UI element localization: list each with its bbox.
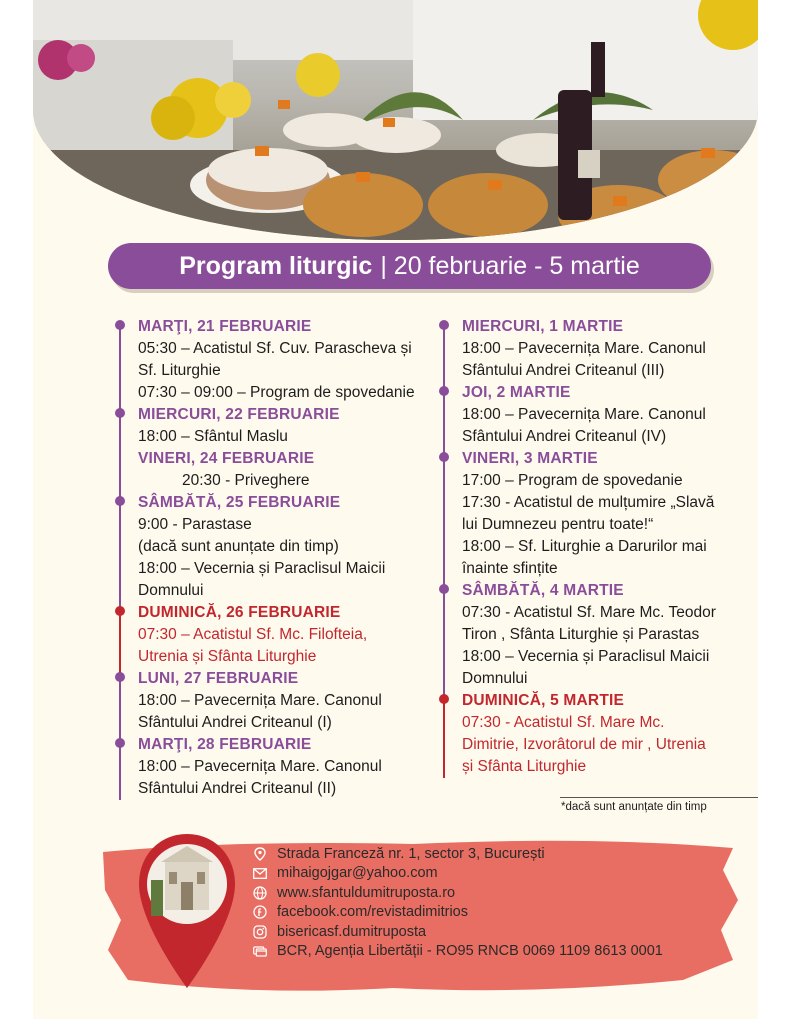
event-line: 9:00 - Parastase: [138, 516, 252, 533]
address-text: Strada Franceză nr. 1, sector 3, București: [277, 845, 545, 862]
event-line: 18:00 – Pavecernița Mare. Canonul: [138, 692, 382, 709]
day-entry: [119, 668, 429, 734]
contact-list: [253, 844, 663, 961]
timeline-dot: [439, 584, 449, 594]
event-line: Sfântului Andrei Criteanul (IV): [462, 428, 667, 445]
event-line: și Sfânta Liturghie: [462, 758, 587, 775]
map-pin-icon: [253, 847, 267, 861]
day-heading: MIERCURI, 22 FEBRUARIE: [138, 406, 340, 423]
timeline-dot: [439, 386, 449, 396]
timeline-dot: [115, 672, 125, 682]
event-line: Domnului: [462, 670, 528, 687]
event-line: (dacă sunt anunțate din timp): [138, 538, 339, 555]
title-bold: Program liturgic: [179, 251, 373, 280]
event-line: 07:30 - Acatistul Sf. Mare Mc. Teodor: [462, 604, 716, 621]
event-line: 20:30 - Priveghere: [182, 472, 310, 489]
event-line: 07:30 - Acatistul Sf. Mare Mc.: [462, 714, 665, 731]
schedule-right-column: [443, 316, 758, 778]
event-line: 18:00 – Pavecernița Mare. Canonul: [462, 340, 706, 357]
event-line: 05:30 – Acatistul Sf. Cuv. Parascheva și: [138, 340, 412, 357]
photo-illustration: [33, 0, 758, 240]
event-line: 07:30 – Acatistul Sf. Mc. Filofteia,: [138, 626, 368, 643]
day-heading: SÂMBĂTĂ, 4 MARTIE: [462, 582, 624, 599]
envelope-icon: [253, 866, 267, 880]
timeline-line: [119, 325, 121, 416]
day-entry: [443, 580, 758, 690]
title-dates: | 20 februarie - 5 martie: [380, 251, 640, 280]
header-photo: [33, 0, 758, 240]
globe-icon: [253, 886, 267, 900]
timeline-line: [119, 743, 121, 800]
event-line: Sf. Liturghie: [138, 362, 221, 379]
timeline-dot: [439, 320, 449, 330]
timeline-line: [119, 501, 121, 614]
bank-text: BCR, Agenția Libertății - RO95 RNCB 0069 1109 8613 0001: [277, 943, 663, 960]
timeline-dot: [115, 738, 125, 748]
event-line: 18:00 – Sfântul Maslu: [138, 428, 288, 445]
timeline-line: [443, 699, 445, 778]
event-line: lui Dumnezeu pentru toate!“: [462, 516, 654, 533]
bank-card-icon: [253, 944, 267, 958]
timeline-dot: [115, 606, 125, 616]
page-title: [108, 243, 711, 289]
schedule-left-column: [119, 316, 429, 800]
instagram-icon: [253, 925, 267, 939]
contact-website[interactable]: [253, 883, 663, 903]
event-line: Domnului: [138, 582, 204, 599]
event-line: Utrenia și Sfânta Liturghie: [138, 648, 317, 665]
timeline-dot: [115, 320, 125, 330]
contact-address: [253, 844, 663, 864]
day-heading: MARŢI, 21 FEBRUARIE: [138, 318, 312, 335]
timeline-dot: [115, 496, 125, 506]
event-line: 18:00 – Vecernia și Paraclisul Maicii: [462, 648, 710, 665]
timeline-line: [443, 457, 445, 592]
day-heading: VINERI, 24 FEBRUARIE: [138, 450, 315, 467]
event-line: Sfântului Andrei Criteanul (III): [462, 362, 665, 379]
timeline-line: [443, 589, 445, 702]
day-entry: [443, 448, 758, 580]
contact-instagram[interactable]: [253, 922, 663, 942]
day-entry: [443, 382, 758, 448]
event-line: Dimitrie, Izvorâtorul de mir , Utrenia: [462, 736, 706, 753]
day-entry: [119, 316, 429, 404]
timeline-dot: [439, 452, 449, 462]
day-entry: [119, 492, 429, 602]
website-text[interactable]: www.sfantuldumitruposta.ro: [277, 884, 456, 901]
day-entry: [119, 448, 429, 492]
footnote: *dacă sunt anunțate din timp: [561, 801, 707, 813]
location-pin-icon: [137, 832, 237, 992]
timeline-dot: [115, 408, 125, 418]
program-page: [33, 0, 758, 1019]
instagram-text[interactable]: bisericasf.dumitruposta: [277, 923, 427, 940]
facebook-text[interactable]: facebook.com/revistadimitrios: [277, 904, 468, 921]
day-heading: VINERI, 3 MARTIE: [462, 450, 598, 467]
contact-bank: [253, 942, 663, 962]
contact-facebook[interactable]: [253, 903, 663, 923]
footnote-divider: [560, 797, 758, 798]
day-entry: [119, 404, 429, 448]
event-line: Tiron , Sfânta Liturghie și Parastas: [462, 626, 700, 643]
event-line: Sfântului Andrei Criteanul (I): [138, 714, 332, 731]
day-heading: MARŢI, 28 FEBRUARIE: [138, 736, 312, 753]
day-entry: [443, 316, 758, 382]
contact-email[interactable]: [253, 864, 663, 884]
event-line: înainte sfințite: [462, 560, 558, 577]
day-heading: JOI, 2 MARTIE: [462, 384, 571, 401]
event-line: 17:00 – Program de spovedanie: [462, 472, 683, 489]
timeline-dot: [439, 694, 449, 704]
event-line: 07:30 – 09:00 – Program de spovedanie: [138, 384, 415, 401]
day-entry-sunday: [443, 690, 758, 778]
day-heading: SÂMBĂTĂ, 25 FEBRUARIE: [138, 494, 341, 511]
email-text[interactable]: mihaigojgar@yahoo.com: [277, 865, 438, 882]
day-entry-sunday: [119, 602, 429, 668]
facebook-icon: [253, 905, 267, 919]
event-line: 18:00 – Vecernia și Paraclisul Maicii: [138, 560, 386, 577]
event-line: 18:00 – Sf. Liturghie a Darurilor mai: [462, 538, 707, 555]
day-heading: DUMINICĂ, 5 MARTIE: [462, 692, 625, 709]
event-line: 18:00 – Pavecernița Mare. Canonul: [138, 758, 382, 775]
day-heading: LUNI, 27 FEBRUARIE: [138, 670, 299, 687]
day-heading: DUMINICĂ, 26 FEBRUARIE: [138, 604, 341, 621]
day-heading: MIERCURI, 1 MARTIE: [462, 318, 624, 335]
event-line: 17:30 - Acatistul de mulțumire „Slavă: [462, 494, 715, 511]
day-entry: [119, 734, 429, 800]
contact-banner: [33, 830, 758, 1000]
event-line: Sfântului Andrei Criteanul (II): [138, 780, 337, 797]
event-line: 18:00 – Pavecernița Mare. Canonul: [462, 406, 706, 423]
